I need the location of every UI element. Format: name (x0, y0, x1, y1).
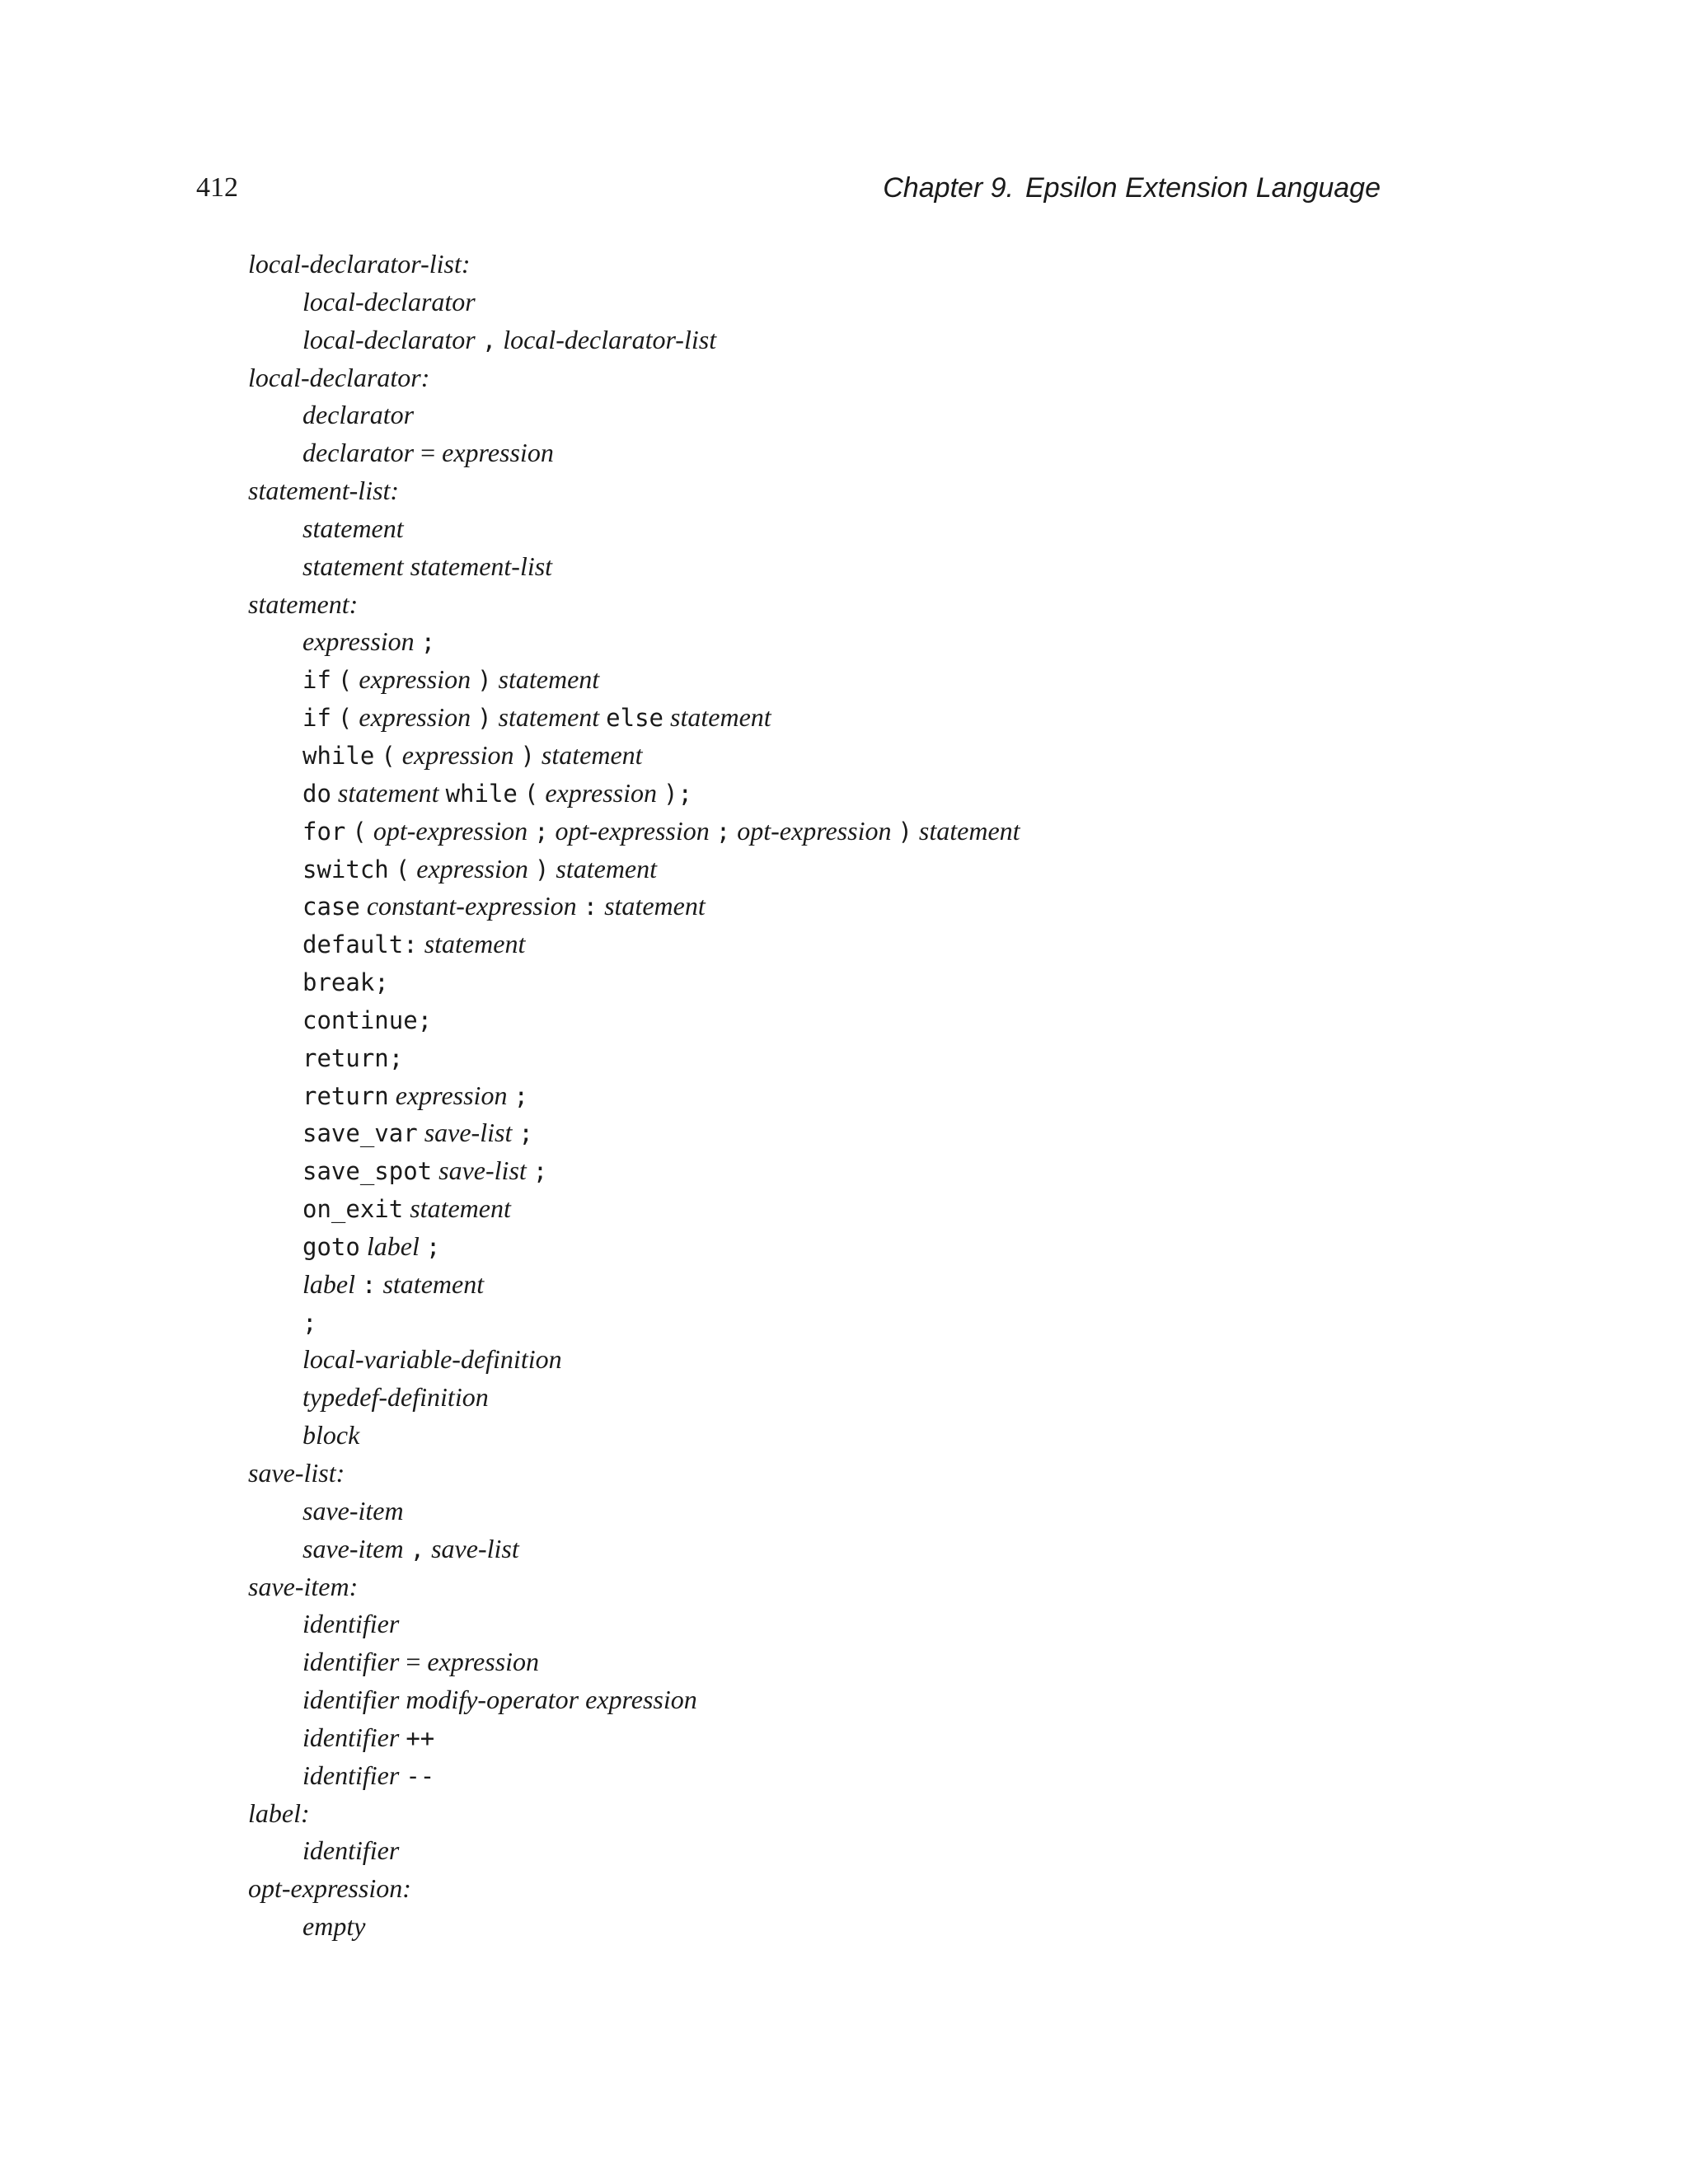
grammar-alternative (248, 1719, 1484, 1757)
nonterminal: identifier (302, 1835, 400, 1866)
symbol: ) (477, 666, 492, 695)
grammar-alternative (248, 396, 1484, 434)
grammar-alternative (248, 775, 1484, 813)
symbol: ; (715, 817, 731, 846)
keyword: while (302, 741, 375, 770)
grammar-alternative (248, 434, 1484, 472)
symbol: ); (663, 779, 692, 808)
grammar-alternative (248, 1228, 1484, 1266)
grammar-alternative (248, 661, 1484, 699)
nonterminal: identifier (302, 1609, 400, 1639)
keyword: on_exit (302, 1195, 404, 1224)
grammar-alternative (248, 1493, 1484, 1530)
keyword: return (302, 1081, 389, 1110)
nonterminal: local-declarator (302, 286, 476, 316)
keyword: goto (302, 1232, 360, 1261)
grammar-rule-name: local-declarator: (248, 362, 430, 392)
symbol: ; (532, 1157, 548, 1186)
nonterminal: statement (410, 1193, 511, 1224)
grammar-rule-name: statement: (248, 588, 359, 619)
keyword: while (445, 779, 518, 808)
grammar-alternative (248, 1152, 1484, 1190)
nonterminal: declarator (302, 438, 415, 468)
keyword: break; (302, 968, 389, 997)
grammar-alternative (248, 1304, 1484, 1342)
nonterminal: statement (498, 664, 600, 695)
nonterminal: identifier (302, 1722, 400, 1752)
keyword: return; (302, 1043, 404, 1072)
grammar-rule-name: opt-expression: (248, 1873, 411, 1904)
grammar-alternative (248, 1341, 1484, 1379)
nonterminal: statement (337, 777, 439, 808)
nonterminal: save-list (431, 1533, 519, 1563)
grammar-alternative (248, 1908, 1484, 1946)
grammar-alternative (248, 1757, 1484, 1795)
nonterminal: local-declarator (302, 324, 476, 354)
grammar-alternative (248, 737, 1484, 775)
nonterminal: expression (401, 739, 514, 770)
nonterminal: expression (359, 664, 471, 695)
grammar-alternative (248, 321, 1484, 359)
nonterminal: expression (302, 626, 415, 657)
grammar-alternative (248, 548, 1484, 586)
nonterminal: identifier (302, 1685, 400, 1715)
symbol: , (410, 1535, 425, 1563)
keyword: else (606, 704, 664, 733)
grammar-alternative (248, 1605, 1484, 1643)
nonterminal: save-item (302, 1495, 404, 1526)
symbol: ( (395, 855, 410, 883)
grammar-alternative (248, 1681, 1484, 1719)
nonterminal: expression (395, 1080, 508, 1110)
grammar-rule-name: local-declarator-list: (248, 249, 471, 279)
nonterminal: constant-expression (366, 891, 577, 921)
nonterminal: expression (427, 1647, 540, 1677)
operator: = (420, 438, 436, 468)
grammar-listing (248, 246, 1484, 1946)
grammar-alternative (248, 1643, 1484, 1681)
nonterminal: expression (359, 702, 471, 733)
nonterminal: opt-expression (737, 815, 892, 846)
nonterminal: local-variable-definition (302, 1344, 562, 1375)
keyword: if (302, 704, 331, 733)
nonterminal: statement-list (410, 551, 553, 581)
nonterminal: label (302, 1268, 355, 1299)
symbol: ( (523, 779, 539, 808)
nonterminal: expression (585, 1685, 697, 1715)
nonterminal: statement (302, 551, 404, 581)
keyword: save_var (302, 1119, 418, 1148)
symbol: ) (477, 704, 492, 733)
chapter-title: Epsilon Extension Language (1025, 172, 1381, 204)
symbol: ; (302, 1308, 317, 1337)
grammar-rule-name: save-item: (248, 1571, 359, 1601)
grammar-alternative (248, 888, 1484, 926)
nonterminal: identifier (302, 1760, 400, 1790)
grammar-alternative (248, 813, 1484, 851)
grammar-alternative (248, 623, 1484, 661)
nonterminal: statement (302, 513, 404, 543)
symbol: ) (534, 855, 550, 883)
symbol: ( (337, 704, 353, 733)
nonterminal: save-item (302, 1533, 404, 1563)
grammar-alternative (248, 510, 1484, 548)
nonterminal: expression (545, 777, 658, 808)
nonterminal: statement (670, 702, 771, 733)
grammar-alternative (248, 851, 1484, 888)
grammar-alternative (248, 1190, 1484, 1228)
nonterminal: statement (604, 891, 706, 921)
grammar-alternative (248, 1530, 1484, 1568)
nonterminal: save-list (438, 1155, 527, 1186)
nonterminal: label (366, 1230, 420, 1261)
grammar-alternative (248, 1001, 1484, 1039)
grammar-alternative (248, 926, 1484, 963)
nonterminal: statement (498, 702, 600, 733)
keyword: save_spot (302, 1157, 433, 1186)
symbol: ++ (406, 1723, 435, 1752)
grammar-alternative (248, 1077, 1484, 1115)
grammar-alternative (248, 1832, 1484, 1870)
symbol: ) (898, 817, 912, 846)
symbol: ( (352, 817, 367, 846)
keyword: continue; (302, 1005, 433, 1034)
symbol: : (583, 893, 598, 921)
symbol: ( (337, 666, 353, 695)
nonterminal: modify-operator (406, 1685, 579, 1715)
grammar-alternative (248, 1114, 1484, 1152)
nonterminal: declarator (302, 400, 415, 430)
nonterminal: save-list (424, 1118, 513, 1148)
nonterminal: local-declarator-list (503, 324, 717, 354)
operator: = (406, 1647, 421, 1677)
nonterminal: block (302, 1420, 360, 1451)
grammar-alternative (248, 699, 1484, 737)
symbol: -- (406, 1761, 435, 1790)
nonterminal: expression (416, 853, 528, 883)
symbol: ) (520, 741, 535, 770)
grammar-alternative (248, 963, 1484, 1001)
chapter-label: Chapter 9. (883, 172, 1014, 204)
nonterminal: statement (541, 739, 643, 770)
grammar-alternative (248, 1417, 1484, 1455)
keyword: switch (302, 855, 389, 883)
page-number: 412 (196, 172, 238, 203)
nonterminal: statement (424, 929, 526, 959)
keyword: if (302, 666, 331, 695)
keyword: case (302, 893, 360, 921)
grammar-rule-name: label: (248, 1797, 310, 1828)
nonterminal: typedef-definition (302, 1382, 489, 1413)
running-title (883, 167, 1381, 209)
keyword: for (302, 817, 346, 846)
symbol: ; (420, 628, 436, 657)
nonterminal: statement (556, 853, 658, 883)
symbol: ; (425, 1232, 441, 1261)
symbol: ; (534, 817, 549, 846)
nonterminal: empty (302, 1911, 366, 1942)
nonterminal: opt-expression (373, 815, 528, 846)
nonterminal: expression (442, 438, 554, 468)
grammar-rule-name: save-list: (248, 1458, 345, 1488)
keyword: default: (302, 930, 418, 959)
grammar-alternative (248, 284, 1484, 321)
symbol: , (481, 326, 497, 354)
symbol: ( (381, 741, 396, 770)
symbol: ; (513, 1081, 528, 1110)
nonterminal: statement (382, 1268, 485, 1299)
page-header (196, 167, 1381, 209)
grammar-alternative (248, 1379, 1484, 1417)
grammar-alternative (248, 1039, 1484, 1077)
symbol: ; (518, 1119, 533, 1148)
symbol: : (361, 1270, 377, 1299)
nonterminal: statement (918, 815, 1020, 846)
grammar-rule-name: statement-list: (248, 476, 400, 506)
keyword: do (302, 779, 331, 808)
nonterminal: identifier (302, 1647, 400, 1677)
nonterminal: opt-expression (555, 815, 710, 846)
grammar-alternative (248, 1266, 1484, 1304)
